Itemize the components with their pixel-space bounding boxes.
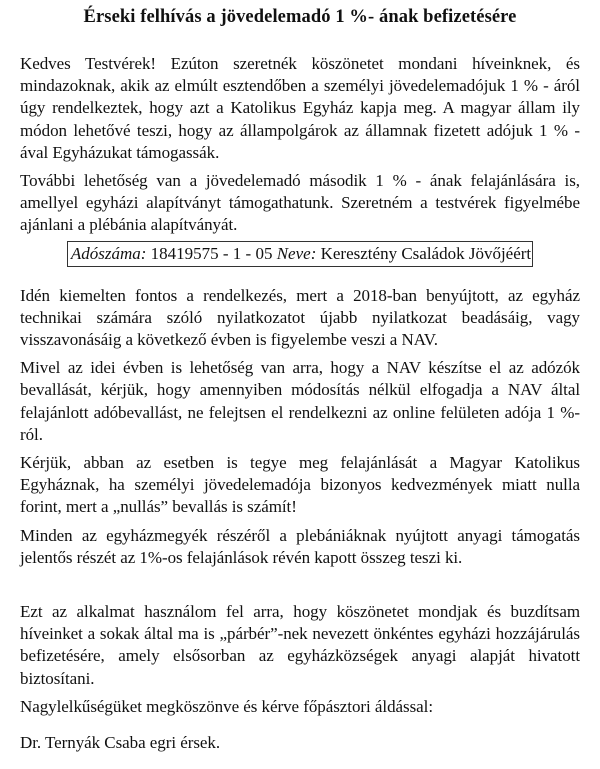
foundation-name-label: Neve: <box>276 243 317 263</box>
paragraph-second-percent: További lehetőség van a jövedelemadó második 1 % - ának felajánlására is, amellyel egyházi alapítványt támogathatunk. Szeretném a testvérek figyelmébe ajánlani a plébánia alapítványát. <box>20 171 580 235</box>
paragraph-support: Minden az egyházmegyék részéről a plebániáknak nyújtott anyagi támogatás jelentős részét az 1%-os felajánlások révén kapott összeg teszi ki. <box>20 525 580 567</box>
foundation-name-value: Keresztény Családok Jövőjéért <box>320 243 532 263</box>
paragraph-zero-return: Kérjük, abban az esetben is tegye meg felajánlását a Magyar Katolikus Egyháznak, ha személyi jövedelemadója bizonyos kedvezmények miatt nulla forint, mert a „nullás” bevallás is számít! <box>20 453 580 517</box>
signature: Dr. Ternyák Csaba egri érsek. <box>20 733 221 753</box>
paragraph-declaration: Idén kiemelten fontos a rendelkezés, mert a 2018-ban benyújtott, az egyház technikai számára szóló nyilatkozatot újabb nyilatkozat beadásáig, vagy visszavonásáig a következő évben is figyelembe veszi a NAV. <box>20 285 580 350</box>
tax-info-box-wrapper <box>20 241 580 267</box>
paragraph-thanks: Kedves Testvérek! Ezúton szeretnék köszönetet mondani híveinknek, és mindazoknak, akik az elmúlt esztendőben a személyi jövedelemadójuk 1 % - áról úgy rendelkeztek, hogy azt a Katolikus Egyház kapja meg. A magyar állam ily módon lehetővé teszi, hogy az állampolgárok az államnak fizetett adójuk 1 % - ával Egyházukat támogassák. <box>20 54 580 162</box>
tax-number-value: 18419575 - 1 - 05 <box>150 243 273 263</box>
tax-number-label: Adószáma: <box>70 243 147 263</box>
document-title: Érseki felhívás a jövedelemadó 1 %- ának befizetésére <box>83 7 517 27</box>
tax-info-box <box>67 241 533 267</box>
paragraph-closing: Nagylelkűségüket megköszönve és kérve főpásztori áldással: <box>20 696 433 716</box>
paragraph-parber: Ezt az alkalmat használom fel arra, hogy köszönetet mondjak és buzdítsam híveinket a sokak által ma is „párbér”-nek nevezett önkéntes egyházi hozzájárulás befizetésére, amely elsősorban az egyházközségek anyagi alapját hivatott biztosítani. <box>20 602 580 688</box>
paragraph-nav-return: Mivel az idei évben is lehetőség van arra, hogy a NAV készítse el az adózók bevallását, kérjük, hogy amennyiben módosítás nélkül elfogadja a NAV által felajánlott adóbevallást, ne felejtsen el rendelkezni az online felületen adója 1 %-ról. <box>20 358 580 444</box>
